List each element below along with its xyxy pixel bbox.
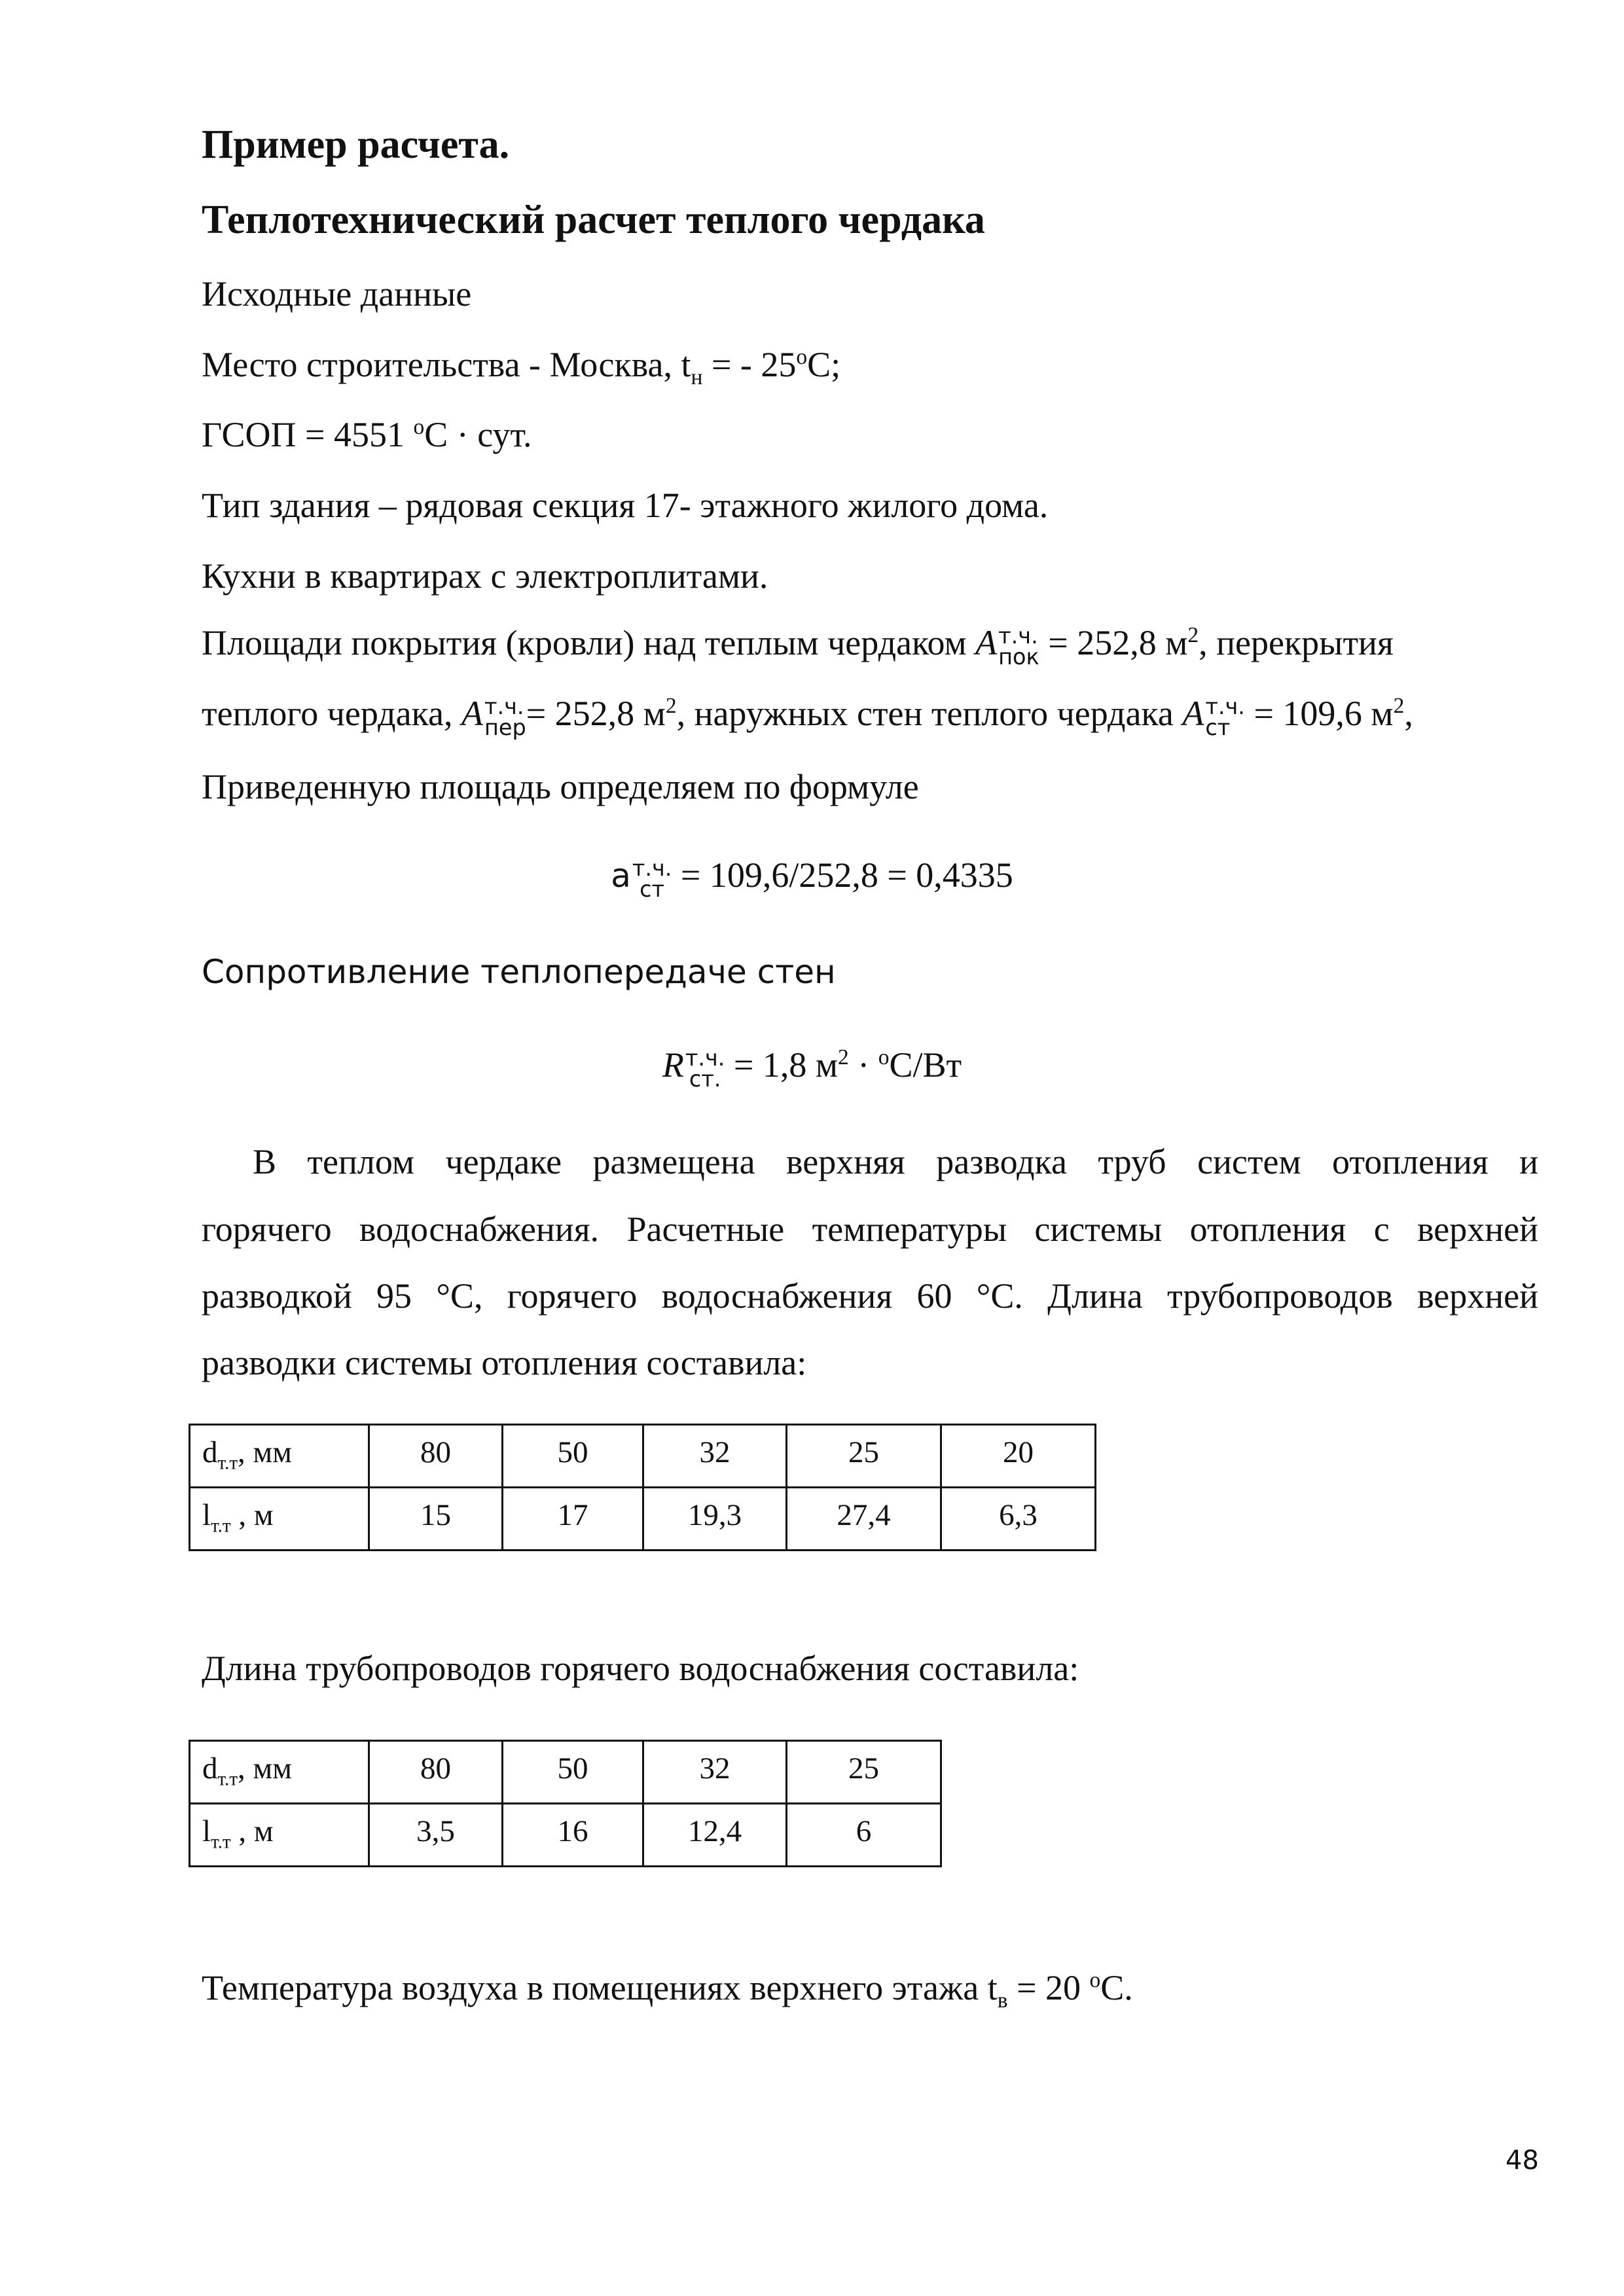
table-cell: 17 <box>503 1488 643 1551</box>
reduced-area-formula: a т.ч. ст = 109,6/252,8 = 0,4335 <box>611 855 1013 902</box>
example-heading: Пример расчета. <box>202 122 510 167</box>
hot-water-label: Длина трубопроводов горячего водоснабжения составила: <box>202 1649 1079 1688</box>
areas-line-2: теплого чердака, A т.ч. пер = 252,8 $м^2$, наружных стен теплого чердака A т.ч. ст = 109,6 $м^2$, <box>202 693 1413 740</box>
table-cell: 15 <box>369 1488 503 1551</box>
table-row-label: $d_{т.т}$, мм <box>190 1425 369 1488</box>
paragraph-line: разводкой 95 °С, горячего водоснабжения 60 °С. Длина трубопроводов верхней <box>202 1276 1538 1316</box>
areas-line-1: Площади покрытия (кровли) над теплым чердаком A т.ч. пок = 252,8 $м^2$, перекрытия <box>202 622 1394 670</box>
paragraph-line: В теплом чердаке размещена верхняя разводка труб систем отопления и <box>253 1142 1538 1181</box>
heating-pipes-table <box>189 1424 1096 1551</box>
table-cell: 80 <box>369 1741 503 1804</box>
page-number: 48 <box>1506 2145 1539 2176</box>
table-row <box>190 1804 941 1867</box>
air-temperature-line: Температура воздуха в помещениях верхнего этажа $t_в = 20$ $^o$С. <box>202 1968 1133 2013</box>
table-row-label: $l_{т.т}$ , м <box>190 1488 369 1551</box>
table-cell: 25 <box>787 1741 941 1804</box>
wall-resistance-formula: R т.ч. ст. = 1,8 $м^2 \cdot ^oС/Вт$ <box>662 1045 962 1092</box>
initial-data-label: Исходные данные <box>202 274 472 314</box>
paragraph-line: горячего водоснабжения. Расчетные температуры системы отопления с верхней <box>202 1210 1538 1249</box>
table-cell: 25 <box>787 1425 941 1488</box>
table-cell: 32 <box>643 1741 787 1804</box>
table-row <box>190 1488 1096 1551</box>
table-cell: 12,4 <box>643 1804 787 1867</box>
paragraph-line: разводки системы отопления составила: <box>202 1343 807 1382</box>
table-cell: 6,3 <box>941 1488 1096 1551</box>
table-cell: 19,3 <box>643 1488 787 1551</box>
kitchens-line: Кухни в квартирах с электроплитами. <box>202 556 768 596</box>
table-cell: 50 <box>503 1741 643 1804</box>
table-cell: 16 <box>503 1804 643 1867</box>
table-cell: 32 <box>643 1425 787 1488</box>
table-cell: 27,4 <box>787 1488 941 1551</box>
reduced-area-label: Приведенную площадь определяем по формуле <box>202 767 919 806</box>
wall-resistance-label: Сопротивление теплопередаче стен <box>202 953 836 991</box>
hot-water-pipes-table <box>189 1740 942 1867</box>
table-cell: 50 <box>503 1425 643 1488</box>
table-row <box>190 1425 1096 1488</box>
section-heading: Теплотехнический расчет теплого чердака <box>202 198 985 242</box>
table-cell: 20 <box>941 1425 1096 1488</box>
gsop-line: ГСОП = 4551 $^o$С · сут. <box>202 415 532 454</box>
table-cell: 6 <box>787 1804 941 1867</box>
table-row-label: $d_{т.т}$, мм <box>190 1741 369 1804</box>
table-row <box>190 1741 941 1804</box>
building-type-line: Тип здания – рядовая секция 17- этажного жилого дома. <box>202 486 1049 525</box>
table-cell: 3,5 <box>369 1804 503 1867</box>
table-row-label: $l_{т.т}$ , м <box>190 1804 369 1867</box>
construction-site-line: Место строительства - Москва, $t_н$ = - 25$^o$С; <box>202 345 841 389</box>
table-cell: 80 <box>369 1425 503 1488</box>
